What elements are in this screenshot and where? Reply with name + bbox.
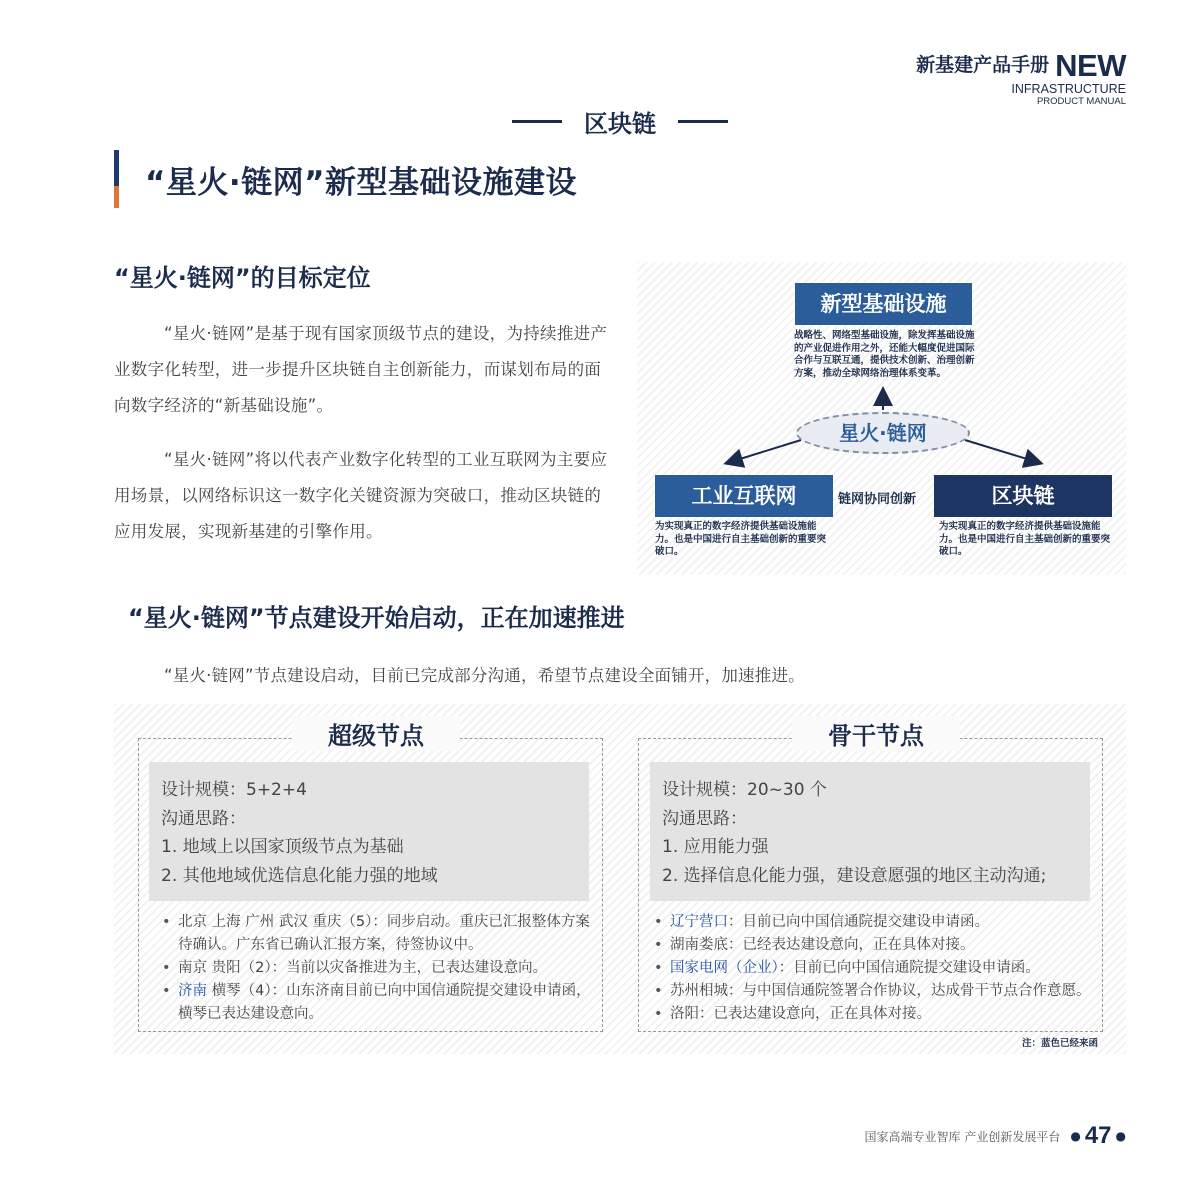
arrow-right (965, 440, 1040, 463)
backbone-node-line: 设计规模：20~30 个 (662, 780, 827, 800)
super-node-line: 设计规模：5+2+4 (161, 780, 307, 800)
footer-dot-right: ● (1115, 1129, 1126, 1143)
page-footer (865, 1122, 1131, 1150)
goal-paragraph-1: “星火·链网”是基于现有国家顶级节点的建设，为持续推进产业数字化转型，进一步提升区块链自主创新能力，而谋划布局的面向数字经济的“新基础设施”。 (114, 324, 608, 415)
backbone-node-title: 骨干节点 (792, 716, 960, 751)
super-node-line: 1. 地域上以国家顶级节点为基础 (161, 837, 404, 857)
super-node-summary (149, 762, 589, 901)
xinghuo-ellipse: 星火·链网 (796, 412, 970, 454)
list-item: • 济南 横琴（4）：山东济南目前已向中国信通院提交建设申请函，横琴已表达建设意向。 (158, 980, 596, 1026)
list-item: • 北京 上海 广州 武汉 重庆（5）：同步启动。重庆已汇报整体方案待确认。广东省已确认汇报方案，待签协议中。 (158, 911, 596, 957)
footer-dot-left: ● (1070, 1129, 1081, 1143)
industrial-internet-desc: 为实现真正的数字经济提供基础设施能力。也是中国进行自主基础创新的重要突破口。 (655, 521, 827, 557)
goal-paragraph-2: “星火·链网”将以代表产业数字化转型的工业互联网为主要应用场景，以网络标识这一数字化关键资源为突破口，推动区块链的应用发展，实现新基建的引擎作用。 (114, 450, 608, 541)
page-number: 47 (1084, 1122, 1112, 1149)
progress-intro: “星火·链网”节点建设启动，目前已完成部分沟通，希望节点建设全面铺开，加速推进。 (164, 666, 805, 685)
backbone-node-line: 1. 应用能力强 (662, 837, 769, 857)
heading-accent-bar (114, 150, 119, 208)
backbone-node-line: 2. 选择信息化能力强，建设意愿强的地区主动沟通; (662, 865, 1047, 886)
list-item: • 南京 贵阳（2）：当前以灾备推进为主，已表达建设意向。 (158, 957, 596, 980)
list-item: • 洛阳：已表达建设意向，正在具体对接。 (650, 1003, 1100, 1026)
list-item: • 辽宁营口：目前已向中国信通院提交建设申请函。 (650, 911, 1100, 934)
footer-text: 国家高端专业智库 产业创新发展平台 (864, 1129, 1061, 1144)
concept-diagram (637, 262, 1126, 575)
new-infrastructure-box: 新型基础设施 (795, 283, 972, 325)
brand-new: NEW (1055, 48, 1126, 83)
backbone-node-list (650, 911, 1100, 1026)
brand-en2: PRODUCT MANUAL (1036, 96, 1126, 107)
list-item: • 国家电网（企业）：目前已向中国信通院提交建设申请函。 (650, 957, 1100, 980)
industrial-internet-box: 工业互联网 (655, 475, 833, 517)
brand-row (916, 50, 1126, 81)
brand-cn: 新基建产品手册 (916, 54, 1050, 76)
arrow-left (727, 440, 801, 463)
blockchain-box: 区块链 (934, 475, 1112, 517)
section-line-left (512, 120, 562, 123)
brand-block (916, 50, 1126, 108)
brand-en1: INFRASTRUCTURE (1011, 82, 1126, 96)
list-item: • 湖南娄底：已经表达建设意向，正在具体对接。 (650, 934, 1100, 957)
backbone-node-line: 沟通思路： (662, 808, 747, 829)
footnote: 注：蓝色已经来函 (1022, 1038, 1099, 1049)
super-node-title: 超级节点 (292, 716, 460, 751)
super-node-line: 沟通思路： (161, 808, 246, 829)
super-node-list (158, 911, 596, 1026)
section-title-text: 区块链 (584, 110, 656, 138)
main-heading-text: “星火·链网”新型基础设施建设 (145, 164, 578, 201)
blockchain-desc: 为实现真正的数字经济提供基础设施能力。也是中国进行自主基础创新的重要突破口。 (939, 521, 1111, 557)
super-node-line: 2. 其他地域优选信息化能力强的地域 (161, 865, 438, 886)
section-line-right (678, 120, 728, 123)
chain-network-label: 链网协同创新 (838, 492, 917, 507)
list-item: • 苏州相城：与中国信通院签署合作协议，达成骨干节点合作意愿。 (650, 980, 1100, 1003)
new-infrastructure-desc: 战略性、网络型基础设施，除发挥基础设施的产业促进作用之外，还能大幅度促进国际合作与互联互通，提供技术创新、治理创新方案，推动全球网络治理体系变革。 (794, 330, 975, 379)
backbone-node-summary (650, 762, 1090, 901)
goal-heading: “星火·链网”的目标定位 (114, 264, 371, 292)
section-title (0, 104, 1200, 139)
main-heading (114, 150, 577, 208)
progress-heading: “星火·链网”节点建设开始启动，正在加速推进 (128, 604, 625, 632)
